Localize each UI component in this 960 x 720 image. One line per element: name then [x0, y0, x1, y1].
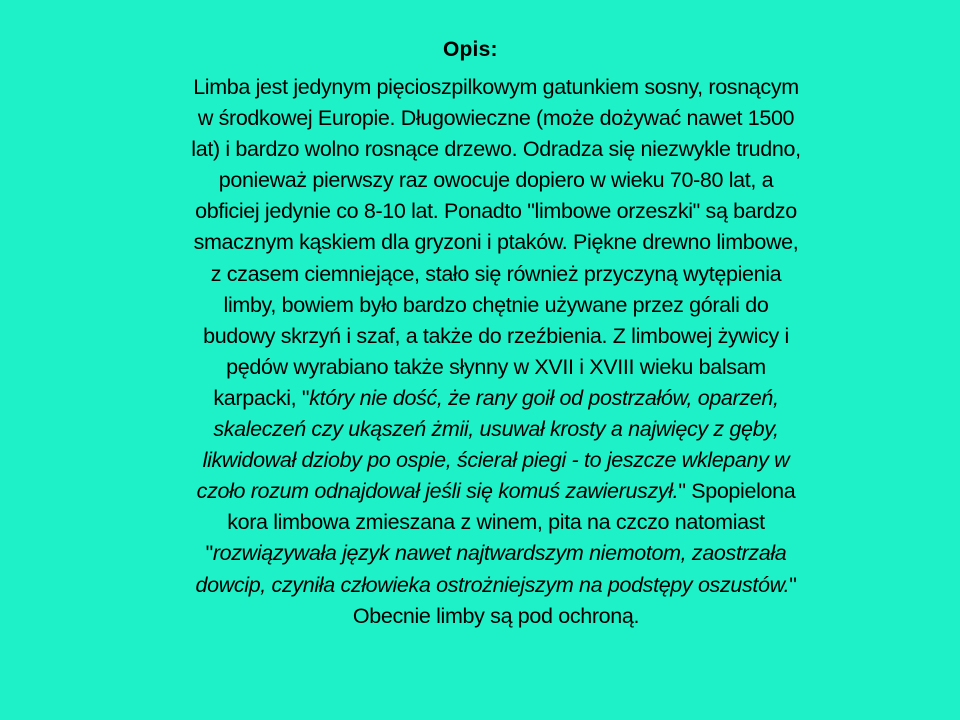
text-line [96, 321, 896, 352]
text-line [96, 414, 896, 445]
line-text: Obecnie limby są pod ochroną. [352, 603, 640, 628]
text-line [96, 352, 896, 383]
text-line [96, 290, 896, 321]
quote-text: skaleczeń czy ukąszeń żmii, usuwał krosty a najwięcy z gęby, [213, 417, 779, 442]
text-line [96, 259, 896, 290]
line-text: z czasem ciemniejące, stało się również przyczyną wytępienia [210, 261, 782, 286]
line-text: " [205, 541, 213, 566]
line-text: w środkowej Europie. Długowieczne (może dożywać nawet 1500 [197, 106, 795, 131]
line-text: limby, bowiem było bardzo chętnie używane przez górali do [223, 292, 769, 317]
quote-text: rozwiązywała język nawet najtwardszym niemotom, zaostrzała [212, 541, 787, 566]
text-line [96, 570, 896, 601]
text-line [96, 507, 896, 538]
quote-text: dowcip, czyniła człowieka ostrożniejszym na podstępy oszustów. [195, 572, 790, 597]
text-line [96, 103, 896, 134]
text-line [96, 538, 896, 569]
quote-text: który nie dość, że rany goił od postrzałów, oparzeń, [309, 385, 779, 410]
line-text: " [789, 572, 797, 597]
line-text: obficiej jedynie co 8-10 lat. Ponadto "limbowe orzeszki" są bardzo [195, 199, 797, 224]
text-line [96, 445, 896, 476]
line-text: smacznym kąskiem dla gryzoni i ptaków. Piękne drewno limbowe, [193, 230, 799, 255]
text-line [96, 383, 896, 414]
line-text: lat) i bardzo wolno rosnące drzewo. Odradza się niezwykle trudno, [191, 137, 801, 162]
quote-text: likwidował dzioby po ospie, ścierał piegi - to jeszcze wklepany w [202, 448, 790, 473]
description-text [96, 72, 896, 632]
text-line [96, 134, 896, 165]
line-text: budowy skrzyń i szaf, a także do rzeźbienia. Z limbowej żywicy i [203, 323, 789, 348]
line-text: Limba jest jedynym pięcioszpilkowym gatunkiem sosny, rosnącym [193, 75, 799, 99]
text-line [96, 196, 896, 227]
text-line [96, 601, 896, 632]
text-line [96, 72, 896, 103]
text-line [96, 227, 896, 258]
line-text: " Spopielona [678, 479, 796, 504]
line-text: karpacki, " [213, 385, 310, 410]
line-text: kora limbowa zmieszana z winem, pita na czczo natomiast [227, 510, 765, 535]
text-line [96, 165, 896, 196]
line-text: ponieważ pierwszy raz owocuje dopiero w wieku 70-80 lat, a [218, 168, 774, 193]
line-text: pędów wyrabiano także słynny w XVII i XVIII wieku balsam [226, 354, 766, 379]
quote-text: czoło rozum odnajdował jeśli się komuś zawieruszył. [196, 479, 679, 504]
text-line [96, 476, 896, 507]
heading: Opis: [443, 38, 498, 61]
